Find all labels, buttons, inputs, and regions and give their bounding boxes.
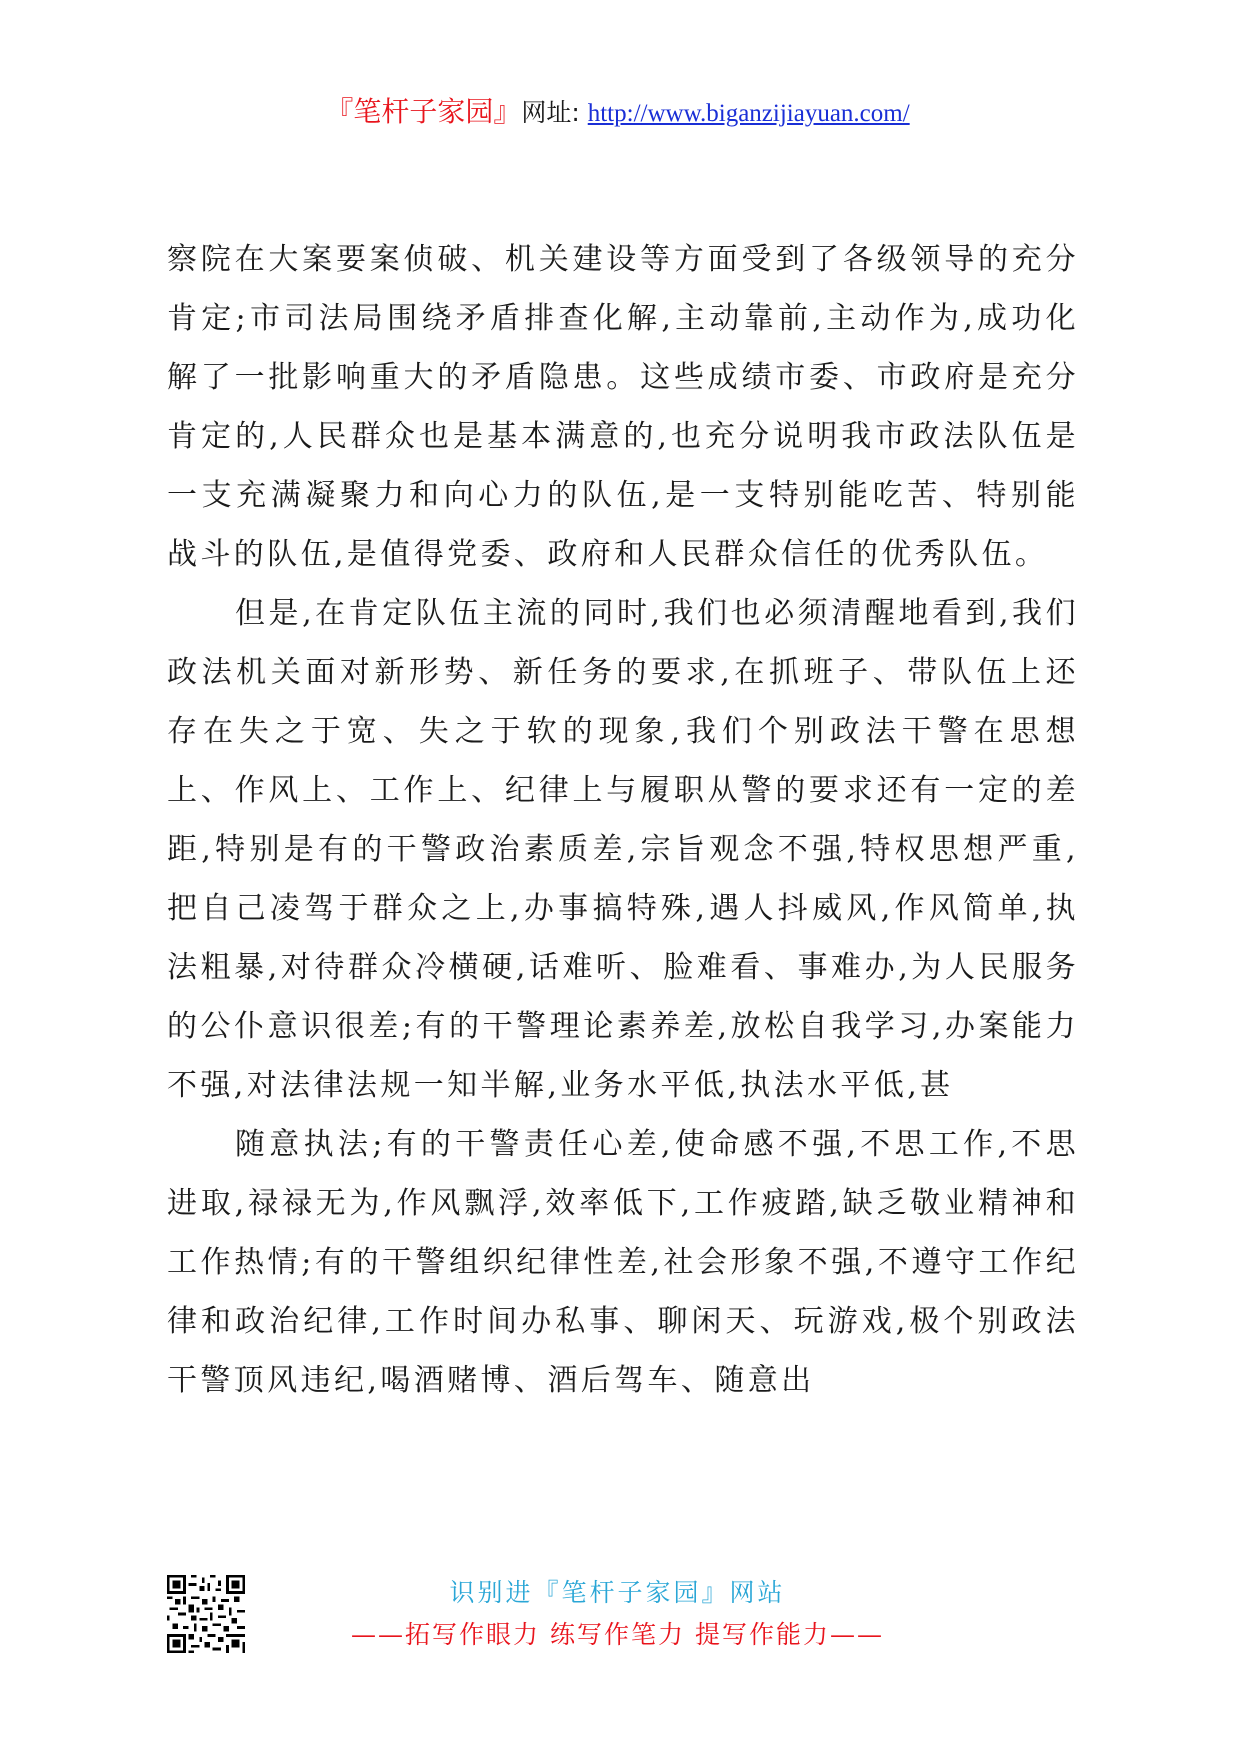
paragraph-2: 但是,在肯定队伍主流的同时,我们也必须清醒地看到,我们政法机关面对新形势、新任务的要求,在抓班子、带队伍上还存在失之于宽、失之于软的现象,我们个别政法干警在思想上、作风上、工作上、纪律上与履职从警的要求还有一定的差距,特别是有的干警政治素质差,宗旨观念不强,特权思想严重,把自己凌驾于群众之上,办事搞特殊,遇人抖威风,作风简单,执法粗暴,对待群众冷横硬,话难听、脸难看、事难办,为人民服务的公仆意识很差;有的干警理论素养差,放松自我学习,办案能力不强,对法律法规一知半解,业务水平低,执法水平低,甚 [167,596,1079,1103]
page-footer [0,1565,1235,1665]
site-url-link[interactable]: http://www.biganzijiayuan.com/ [587,100,910,127]
footer-site-line: 识别进『笔杆子家园』网站 [449,1578,786,1607]
paragraph-1: 察院在大案要案侦破、机关建设等方面受到了各级领导的充分肯定;市司法局围绕矛盾排查化解,主动靠前,主动作为,成功化解了一批影响重大的矛盾隐患。这些成绩市委、市政府是充分肯定的,人民群众也是基本满意的,也充分说明我市政法队伍是一支充满凝聚力和向心力的队伍,是一支特别能吃苦、特别能战斗的队伍,是值得党委、政府和人民群众信任的优秀队伍。 [167,242,1079,572]
document-body [167,230,1079,1410]
page-header [0,92,1235,134]
paragraph-3: 随意执法;有的干警责任心差,使命感不强,不思工作,不思进取,禄禄无为,作风飘浮,效率低下,工作疲踏,缺乏敬业精神和工作热情;有的干警组织纪律性差,社会形象不强,不遵守工作纪律和政治纪律,工作时间办私事、聊闲天、玩游戏,极个别政法干警顶风违纪,喝酒赌博、酒后驾车、随意出 [167,1127,1079,1398]
url-label: 网址 [521,98,572,127]
footer-slogan: ——拓写作眼力 练写作笔力 提写作能力—— [351,1620,884,1649]
url-colon: : [571,98,580,127]
site-brand: 『笔杆子家园』 [325,95,522,128]
